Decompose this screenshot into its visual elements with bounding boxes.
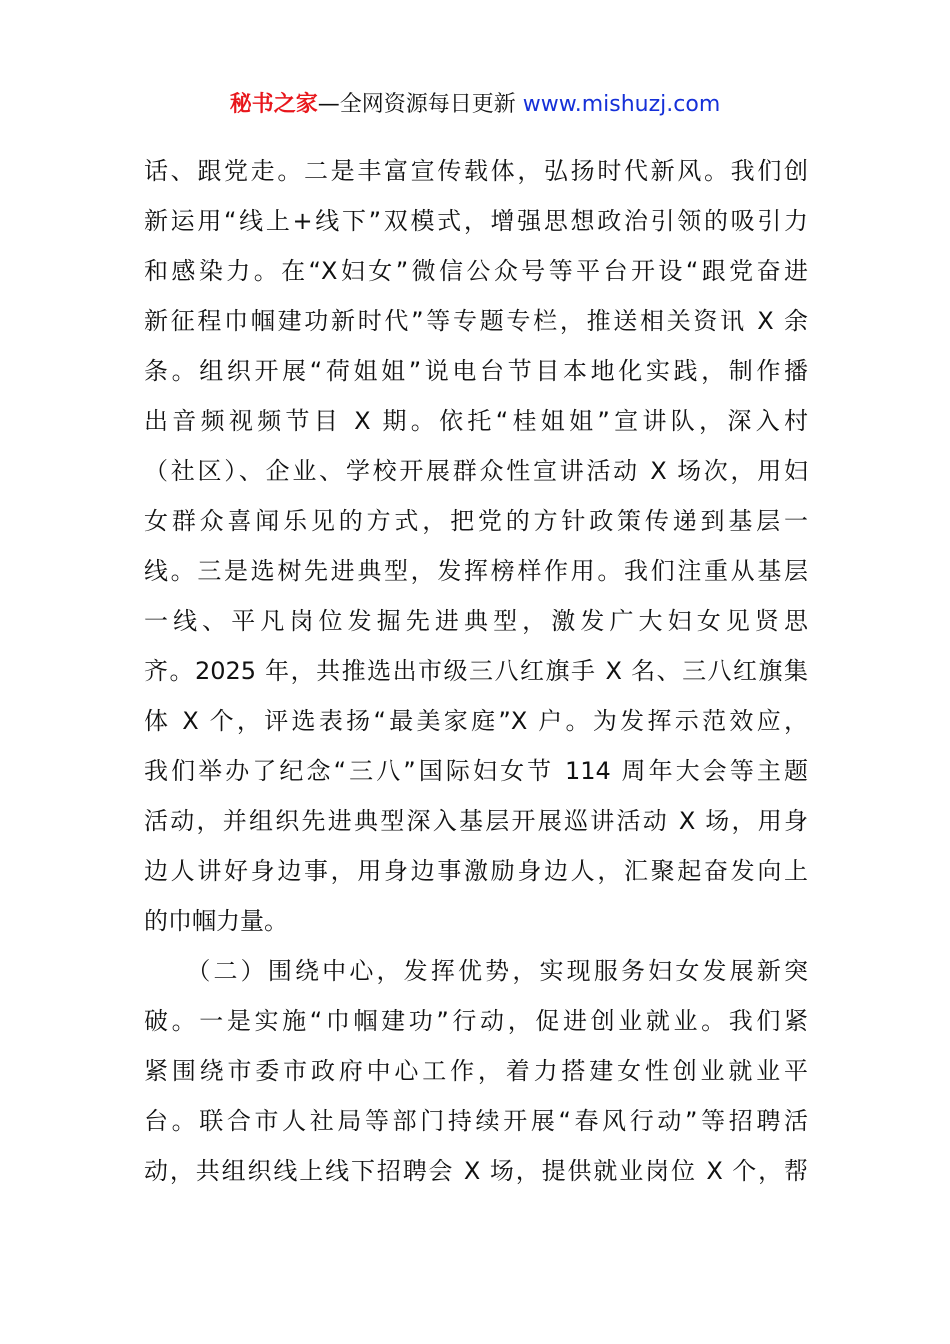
text-line: 一线、平凡岗位发掘先进典型，激发广大妇女见贤思 [144, 607, 808, 635]
watermark-header [0, 88, 950, 122]
text-line: 的巾帼力量。 [144, 907, 288, 935]
brand-name: 秘书之家 [229, 92, 318, 117]
text-line: 线。三是选树先进典型，发挥榜样作用。我们注重从基层 [144, 557, 808, 585]
text-line: 新征程巾帼建功新时代”等专题专栏，推送相关资讯 X 余 [144, 307, 808, 335]
text-line: 和感染力。在“X妇女”微信公众号等平台开设“跟党奋进 [144, 257, 808, 285]
text-line: 我们举办了纪念“三八”国际妇女节 114 周年大会等主题 [144, 757, 808, 785]
text-line: 出音频视频节目 X 期。依托“桂姐姐”宣讲队，深入村 [144, 407, 808, 435]
text-line: 破。一是实施“巾帼建功”行动，促进创业就业。我们紧 [144, 1007, 808, 1035]
text-line: 齐。2025 年，共推选出市级三八红旗手 X 名、三八红旗集 [144, 657, 808, 685]
text-line: 台。联合市人社局等部门持续开展“春风行动”等招聘活 [144, 1107, 808, 1135]
text-line: 条。组织开展“荷姐姐”说电台节目本地化实践，制作播 [144, 357, 808, 385]
text-line: 女群众喜闻乐见的方式，把党的方针政策传递到基层一 [144, 507, 808, 535]
text-line: 边人讲好身边事，用身边事激励身边人，汇聚起奋发向上 [144, 857, 808, 885]
document-body [144, 146, 808, 1196]
text-line: 新运用“线上+线下”双模式，增强思想政治引领的吸引力 [144, 207, 808, 235]
text-line: （二）围绕中心，发挥优势，实现服务妇女发展新突 [144, 957, 808, 985]
text-line: 动，共组织线上线下招聘会 X 场，提供就业岗位 X 个，帮 [144, 1157, 808, 1185]
text-line: 活动，并组织先进典型深入基层开展巡讲活动 X 场，用身 [144, 807, 808, 835]
text-line: 体 X 个，评选表扬“最美家庭”X 户。为发挥示范效应， [144, 707, 808, 735]
text-line: 紧围绕市委市政府中心工作，着力搭建女性创业就业平 [144, 1057, 808, 1085]
slogan: —全网资源每日更新 [317, 92, 523, 117]
website-link[interactable]: www.mishuzj.com [522, 92, 721, 117]
text-line: （社区）、企业、学校开展群众性宣讲活动 X 场次，用妇 [144, 457, 808, 485]
text-line: 话、跟党走。二是丰富宣传载体，弘扬时代新风。我们创 [144, 157, 808, 185]
